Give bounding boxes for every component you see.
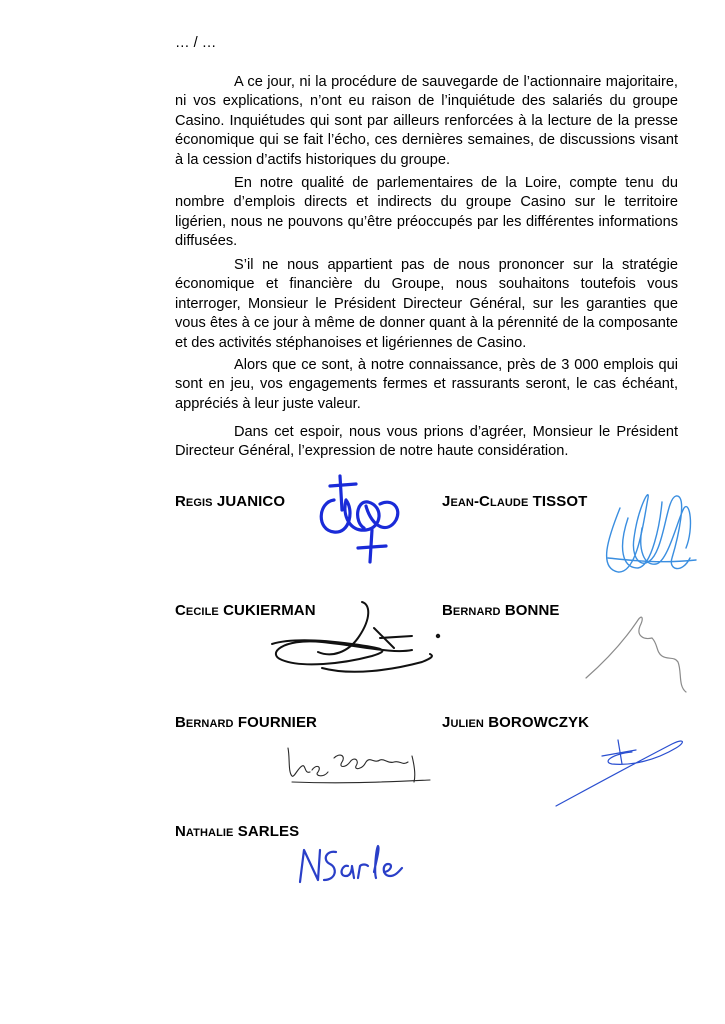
- signature-cukierman: [262, 598, 452, 688]
- signature-bonne: [582, 600, 692, 700]
- paragraph-4: Alors que ce sont, à notre connaissance, près de 3 000 emplois qui sont en jeu, vos engagements fermes et rassurants seront, le cas échéant, appréciés à leur juste valeur.: [175, 357, 678, 412]
- signatory-name-bonne: Bernard BONNE: [442, 602, 560, 619]
- signatory-name-borowczyk: Julien BOROWCZYK: [442, 714, 590, 731]
- signature-fournier: [284, 738, 434, 788]
- signatory-name-cukierman: Cecile CUKIERMAN: [175, 602, 316, 619]
- signature-borowczyk: [552, 732, 692, 812]
- signatory-name-juanico: Regis JUANICO: [175, 493, 286, 510]
- paragraph-2: En notre qualité de parlementaires de la Loire, compte tenu du nombre d’emplois directs et indirects du groupe Casino sur le territoire ligérien, nous ne pouvons qu’être préoccupés par les différentes informations diffusées.: [175, 175, 678, 250]
- paragraph-5: Dans cet espoir, nous vous prions d’agréer, Monsieur le Président Directeur Général, l’expression de notre haute considération.: [175, 424, 678, 460]
- signatory-name-sarles: Nathalie SARLES: [175, 823, 300, 840]
- signature-tissot: [598, 478, 698, 578]
- signature-sarles: [296, 842, 406, 892]
- signatory-name-tissot: Jean-Claude TISSOT: [442, 493, 588, 510]
- paragraph-3: S’il ne nous appartient pas de nous prononcer sur la stratégie économique et financière du Groupe, nous souhaitons toutefois vous interroger, Monsieur le Président Directeur Général, sur les garanties que vous êtes à ce jour à même de donner quant à la pérennité de la composante et des activités stéphanoises et ligériennes de Casino.: [175, 257, 678, 351]
- continuation-mark: … / …: [175, 35, 217, 51]
- signatory-name-fournier: Bernard FOURNIER: [175, 714, 317, 731]
- signature-juanico: [310, 470, 410, 570]
- paragraph-1: A ce jour, ni la procédure de sauvegarde de l’actionnaire majoritaire, ni vos explications, n’ont eu raison de l’inquiétude des salariés du groupe Casino. Inquiétudes qui sont par ailleurs renforcées à la lecture de la presse économique qui se fait l’écho, ces dernières semaines, de discussions visant à la cession d’actifs historiques du groupe.: [175, 74, 678, 168]
